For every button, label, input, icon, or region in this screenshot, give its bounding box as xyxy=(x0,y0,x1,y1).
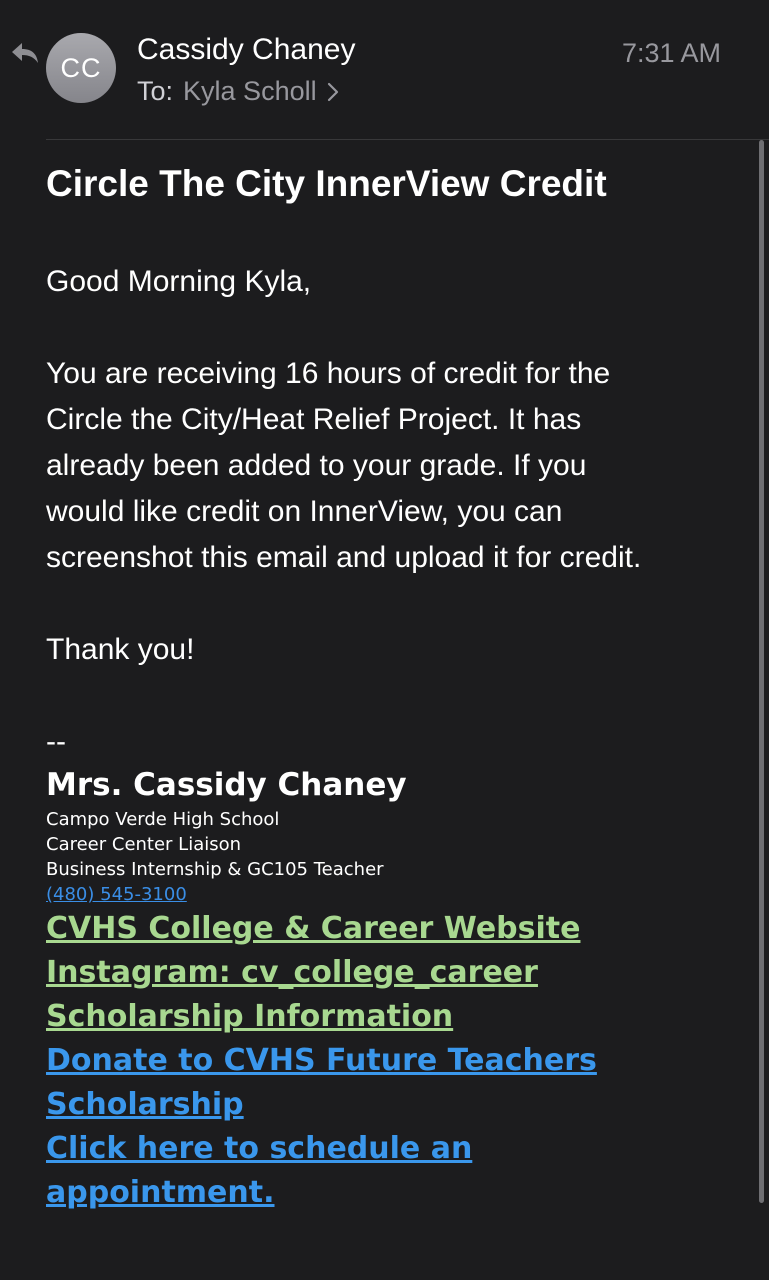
phone-link[interactable]: (480) 545-3100 xyxy=(46,884,187,905)
signature-role: Career Center Liaison xyxy=(46,834,242,855)
signature-title: Business Internship & GC105 Teacher xyxy=(46,859,384,880)
schedule-appointment-link[interactable]: Click here to schedule an xyxy=(46,1131,473,1166)
sender-name[interactable]: Cassidy Chaney xyxy=(137,33,356,66)
greeting: Good Morning Kyla, xyxy=(46,265,312,298)
signature-school: Campo Verde High School xyxy=(46,809,280,830)
body-line: already been added to your grade. If you xyxy=(46,449,587,482)
to-label: To: xyxy=(137,76,174,106)
closing: Thank you! xyxy=(46,633,195,666)
signature-separator: -- xyxy=(46,725,66,758)
header-divider xyxy=(46,139,769,140)
body-line: would like credit on InnerView, you can xyxy=(46,495,563,528)
chevron-right-icon xyxy=(327,82,339,102)
instagram-link[interactable]: Instagram: cv_college_career xyxy=(46,955,538,990)
body-line: Circle the City/Heat Relief Project. It has xyxy=(46,403,582,436)
body-line: You are receiving 16 hours of credit for the xyxy=(46,357,611,390)
email-subject: Circle The City InnerView Credit xyxy=(46,163,607,204)
schedule-appointment-link-continued[interactable]: appointment. xyxy=(46,1175,275,1210)
recipient-row[interactable] xyxy=(137,76,339,107)
avatar[interactable] xyxy=(46,33,116,103)
recipient-name[interactable]: Kyla Scholl xyxy=(183,76,317,106)
college-career-website-link[interactable]: CVHS College & Career Website xyxy=(46,911,581,946)
scrollbar[interactable] xyxy=(759,140,764,1203)
signature-name: Mrs. Cassidy Chaney xyxy=(46,767,407,803)
body-line: screenshot this email and upload it for credit. xyxy=(46,541,642,574)
donate-link[interactable]: Donate to CVHS Future Teachers xyxy=(46,1043,597,1078)
reply-icon[interactable] xyxy=(10,40,40,66)
avatar-initials: CC xyxy=(60,52,102,83)
donate-link-continued[interactable]: Scholarship xyxy=(46,1087,244,1122)
email-time: 7:31 AM xyxy=(621,38,721,68)
scholarship-info-link[interactable]: Scholarship Information xyxy=(46,999,454,1034)
